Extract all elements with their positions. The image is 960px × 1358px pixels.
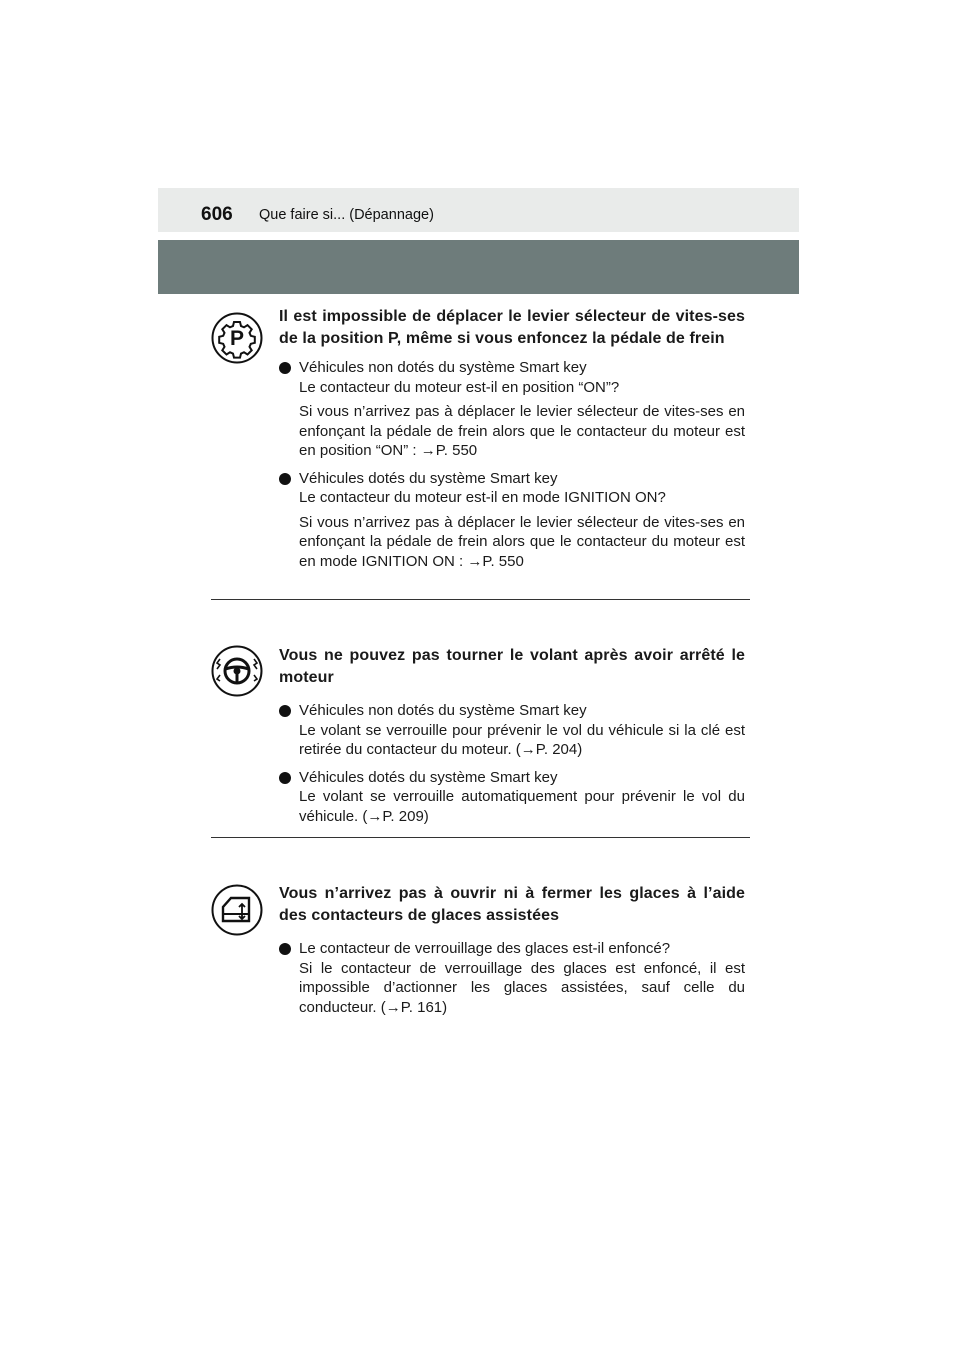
list-item — [279, 469, 745, 572]
item-question: Le contacteur du moteur est-il en mode IGNITION ON? — [299, 489, 666, 506]
item-question: Le volant se verrouille automatiquement pour prévenir le vol du véhicule. (→P. 209) — [299, 788, 745, 825]
section-heading: Vous n’arrivez pas à ouvrir ni à fermer les glaces à l’aide des contacteurs de glaces assistées — [279, 885, 745, 924]
item-question: Si le contacteur de verrouillage des glaces est enfoncé, il est impossible d’actionner les glaces assistées, sauf celle du conducteur. (→P. 161) — [299, 959, 745, 1016]
item-title: Véhicules non dotés du système Smart key — [299, 359, 587, 376]
section-divider — [211, 837, 750, 838]
item-title: Véhicules dotés du système Smart key — [299, 768, 558, 786]
header-band — [158, 188, 799, 232]
item-title: Véhicules non dotés du système Smart key — [299, 702, 587, 719]
bullet — [279, 473, 291, 485]
power-window-icon — [211, 884, 263, 936]
section-title: Que faire si... (Dépannage) — [259, 207, 434, 223]
list-item — [279, 701, 745, 760]
item-title: Véhicules dotés du système Smart key — [299, 469, 558, 487]
svg-text:P: P — [229, 327, 245, 350]
list-item — [279, 939, 745, 1017]
item-answer: Si vous n’arrivez pas à déplacer le levier sélecteur de vites-ses en enfonçant la pédale de frein alors que le contacteur du moteur est en mode IGNITION ON : →P. 550 — [299, 513, 745, 570]
shift-lever-p-icon — [211, 312, 263, 364]
bullet — [279, 772, 291, 784]
section-heading: Il est impossible de déplacer le levier sélecteur de vites-ses de la position P, même si vous enfoncez la pédale de frein — [279, 308, 745, 347]
item-question: Le volant se verrouille pour prévenir le vol du véhicule si la clé est retirée du contacteur du moteur. (→P. 204) — [299, 721, 745, 758]
section-divider — [211, 599, 750, 600]
chapter-band — [158, 240, 799, 294]
item-answer: Si vous n’arrivez pas à déplacer le levier sélecteur de vites-ses en enfonçant la pédale de frein alors que le contacteur du moteur est en position “ON” : →P. 550 — [299, 403, 745, 459]
item-title: Le contacteur de verrouillage des glaces est-il enfoncé? — [299, 940, 671, 957]
bullet — [279, 362, 291, 374]
steering-lock-icon — [211, 645, 263, 697]
list-item — [279, 768, 745, 827]
page-number: 606 — [201, 204, 233, 225]
section-heading: Vous ne pouvez pas tourner le volant après avoir arrêté le moteur — [279, 647, 745, 686]
list-item — [279, 358, 745, 461]
item-question: Le contacteur du moteur est-il en position “ON”? — [299, 378, 620, 396]
bullet — [279, 943, 291, 955]
bullet — [279, 705, 291, 717]
